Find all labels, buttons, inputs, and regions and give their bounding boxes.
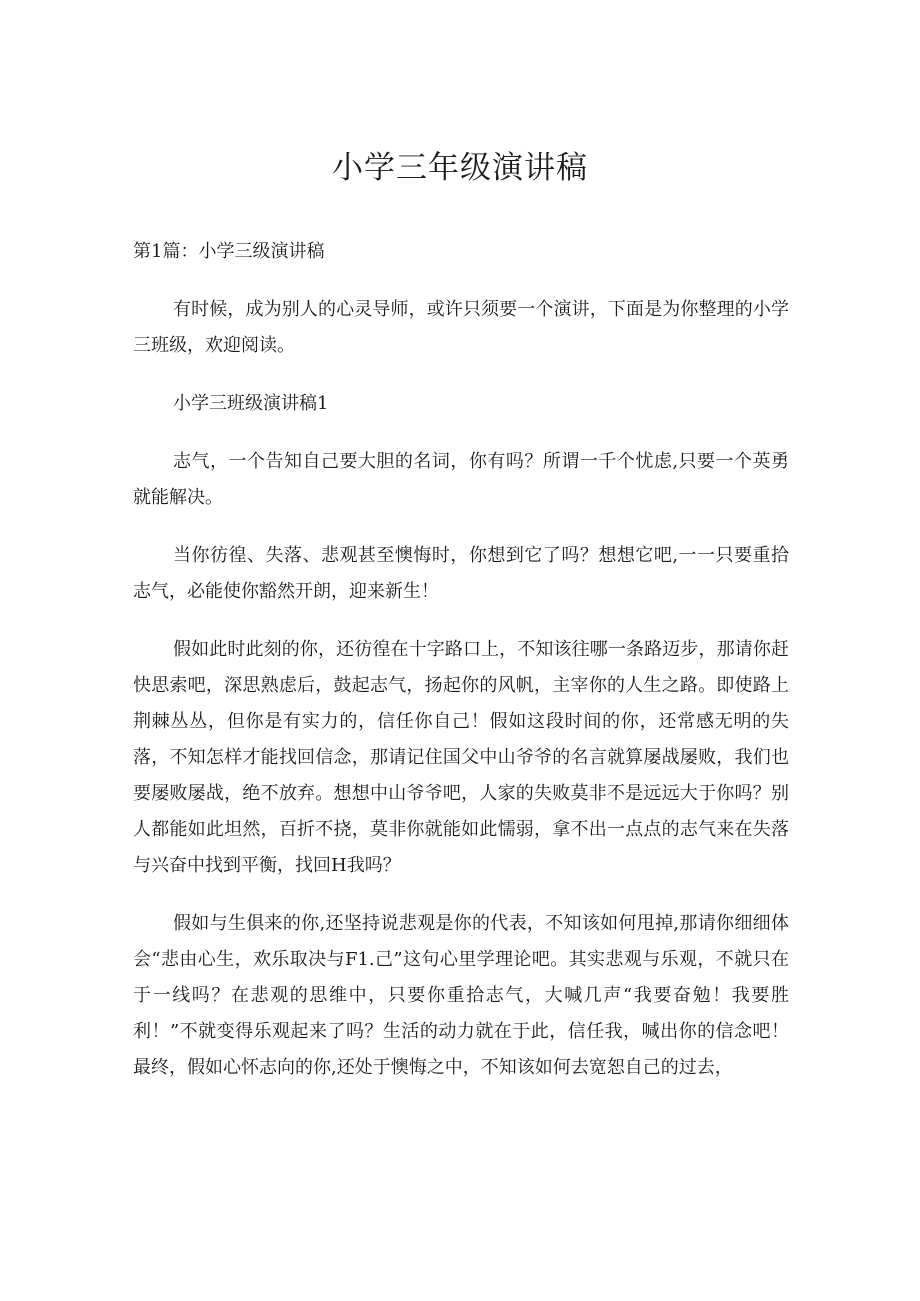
paragraph: 假如与生俱来的你,还坚持说悲观是你的代表，不知该如何甩掉,那请你细细体会“悲由心生，欢乐取决与F1.己”这句心里学理论吧。其实悲观与乐观，不就只在于一线吗？在悲观的思维中，只要你重拾志气，大喊几声“我要奋勉！我要胜利！”不就变得乐观起来了吗？生活的动力就在于此，信任我，喊出你的信念吧！最终，假如心怀志向的你,还处于懊悔之中，不知该如何去宽恕自己的过去， (133, 913, 789, 1078)
paragraph: 假如此时此刻的你，还彷徨在十字路口上，不知该往哪一条路迈步，那请你赶快思索吧，深思熟虑后，鼓起志气，扬起你的风帆，主宰你的人生之路。即使路上荆棘丛丛，但你是有实力的，信任你自己！假如这段时间的你，还常感无明的失落，不知怎样才能找回信念，那请记住国父中山爷爷的名言就算屡战屡败，我们也要屡败屡战，绝不放弃。想想中山爷爷吧，人家的失败莫非不是远远大于你吗？别人都能如此坦然，百折不挠，莫非你就能如此懦弱，拿不出一点点的志气来在失落与兴奋中找到平衡，找回H我吗？ (133, 639, 789, 876)
section-heading: 第1篇：小学三级演讲稿 (133, 241, 325, 262)
paragraph: 志气，一个告知自己要大胆的名词，你有吗？所谓一千个忧虑,只要一个英勇就能解决。 (133, 451, 789, 508)
paragraph-intro: 有时候，成为别人的心灵导师，或许只须要一个演讲，下面是为你整理的小学三班级，欢迎阅读。 (133, 299, 789, 356)
paragraph: 当你彷徨、失落、悲观甚至懊悔时，你想到它了吗？想想它吧,一一只要重拾志气，必能使你豁然开朗，迎来新生！ (133, 545, 789, 602)
document-body (133, 234, 789, 1108)
subsection-heading: 小学三班级演讲稿1 (173, 393, 329, 414)
document-title: 小学三年级演讲稿 (332, 150, 588, 186)
